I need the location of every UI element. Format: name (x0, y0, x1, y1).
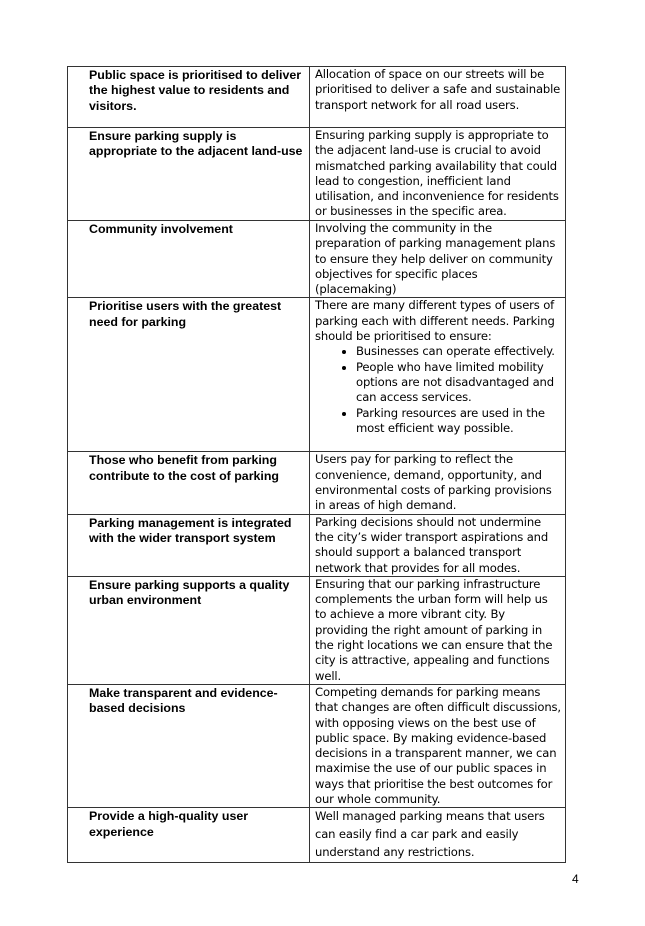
principle-cell: Make transparent and evidence-based decisions (68, 684, 310, 807)
list-item: • Businesses can operate effectively. (356, 344, 561, 359)
table-row (68, 576, 566, 684)
table-row (68, 67, 566, 128)
description-text: There are many different types of users of parking each with different needs. Parking should be prioritised to ensure: (315, 298, 555, 344)
principle-cell: Ensure parking supports a quality urban environment (68, 576, 310, 684)
description-cell: Ensuring that our parking infrastructure complements the urban form will help us to achieve a more vibrant city. By providing the right amount of parking in the right locations we can ensure that the city is attractive, appealing and functions well. (310, 576, 566, 684)
description-cell: Competing demands for parking means that changes are often difficult discussions, with opposing views on the best use of public space. By making evidence-based decisions in a transparent manner, we can maximise the use of our public spaces in ways that prioritise the best outcomes for our whole community. (310, 684, 566, 807)
table-row (68, 452, 566, 514)
page-number: 4 (572, 872, 579, 886)
principle-cell: Provide a high-quality user experience (68, 808, 310, 862)
table-row (68, 298, 566, 452)
principle-cell: Parking management is integrated with the wider transport system (68, 514, 310, 576)
parking-principles-table (67, 66, 566, 863)
table-row (68, 514, 566, 576)
description-cell: Parking decisions should not undermine the city’s wider transport aspirations and should support a balanced transport network that provides for all modes. (310, 514, 566, 576)
description-cell (310, 298, 566, 452)
principle-cell: Those who benefit from parking contribute to the cost of parking (68, 452, 310, 514)
bullet-list (315, 344, 561, 436)
table-row (68, 808, 566, 862)
description-cell: Users pay for parking to reflect the convenience, demand, opportunity, and environmental costs of parking provisions in areas of high demand. (310, 452, 566, 514)
description-cell: Ensuring parking supply is appropriate to the adjacent land-use is crucial to avoid mismatched parking availability that could lead to congestion, inefficient land utilisation, and inconvenience for residents or businesses in the specific area. (310, 128, 566, 221)
table-row (68, 221, 566, 298)
table-row (68, 684, 566, 807)
principle-cell: Prioritise users with the greatest need for parking (68, 298, 310, 452)
table-row (68, 128, 566, 221)
principle-cell: Community involvement (68, 221, 310, 298)
description-cell: Well managed parking means that users can easily find a car park and easily understand any restrictions. (310, 808, 566, 862)
list-item: • Parking resources are used in the most efficient way possible. (356, 406, 561, 437)
list-item: • People who have limited mobility options are not disadvantaged and can access services. (356, 360, 561, 406)
principle-cell: Ensure parking supply is appropriate to the adjacent land-use (68, 128, 310, 221)
principle-cell: Public space is prioritised to deliver the highest value to residents and visitors. (68, 67, 310, 128)
description-cell: Involving the community in the preparation of parking management plans to ensure they help deliver on community objectives for specific places (placemaking) (310, 221, 566, 298)
description-cell: Allocation of space on our streets will be prioritised to deliver a safe and sustainable transport network for all road users. (310, 67, 566, 128)
